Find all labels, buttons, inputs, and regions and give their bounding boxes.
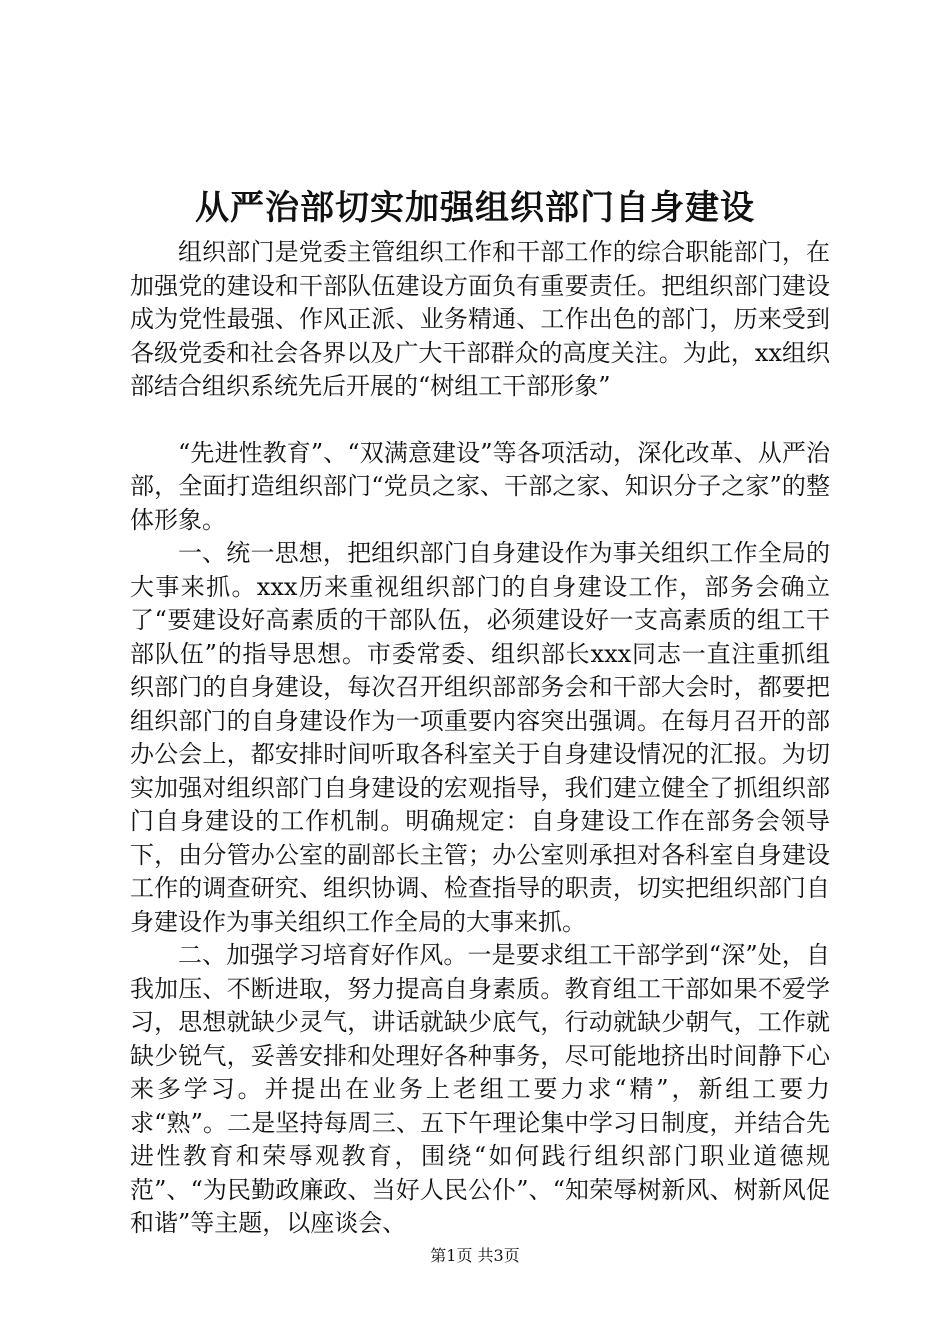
document-body xyxy=(130,236,830,1241)
paragraph-section-two: 二、加强学习培育好作风。一是要求组工干部学到“深”处，自我加压、不断进取，努力提高自身素质。教育组工干部如果不爱学习，思想就缺少灵气，讲话就缺少底气，行动就缺少朝气，工作就缺少锐气，妥善安排和处理好各种事务，尽可能地挤出时间静下心来多学习。并提出在业务上老组工要力求“精”，新组工要力求“熟”。二是坚持每周三、五下午理论集中学习日制度，并结合先进性教育和荣辱观教育，围绕“如何践行组织部门职业道德规范”、“为民勤政廉政、当好人民公仆”、“知荣辱树新风、树新风促和谐”等主题，以座谈会、 xyxy=(130,941,830,1237)
page-footer: 第1页 共3页 xyxy=(430,1246,520,1265)
paragraph-gap xyxy=(130,404,830,437)
paragraph-section-one: 一、统一思想，把组织部门自身建设作为事关组织工作全局的大事来抓。xxx历来重视组织部门的自身建设工作，部务会确立了“要建设好高素质的干部队伍，必须建设好一支高素质的组工干部队伍”的指导思想。市委常委、组织部长xxx同志一直注重抓组织部门的自身建设，每次召开组织部部务会和干部大会时，都要把组织部门的自身建设作为一项重要内容突出强调。在每月召开的部办公会上，都安排时间听取各科室关于自身建设情况的汇报。为切实加强对组织部门自身建设的宏观指导，我们建立健全了抓组织部门自身建设的工作机制。明确规定：自身建设工作在部务会领导下，由分管办公室的副部长主管；办公室则承担对各科室自身建设工作的调查研究、组织协调、检查指导的职责，切实把组织部门自身建设作为事关组织工作全局的大事来抓。 xyxy=(130,539,830,936)
paragraph-intro: 组织部门是党委主管组织工作和干部工作的综合职能部门，在加强党的建设和干部队伍建设方面负有重要责任。把组织部门建设成为党性最强、作风正派、业务精通、工作出色的部门，历来受到各级党委和社会各界以及广大干部群众的高度关注。为此，xx组织部结合组织系统先后开展的“树组工干部形象” xyxy=(130,238,830,400)
paragraph-intro-continued: “先进性教育”、“双满意建设”等各项活动，深化改革、从严治部，全面打造组织部门“党员之家、干部之家、知识分子之家”的整体形象。 xyxy=(130,438,830,534)
document-title: 从严治部切实加强组织部门自身建设 xyxy=(195,188,755,228)
